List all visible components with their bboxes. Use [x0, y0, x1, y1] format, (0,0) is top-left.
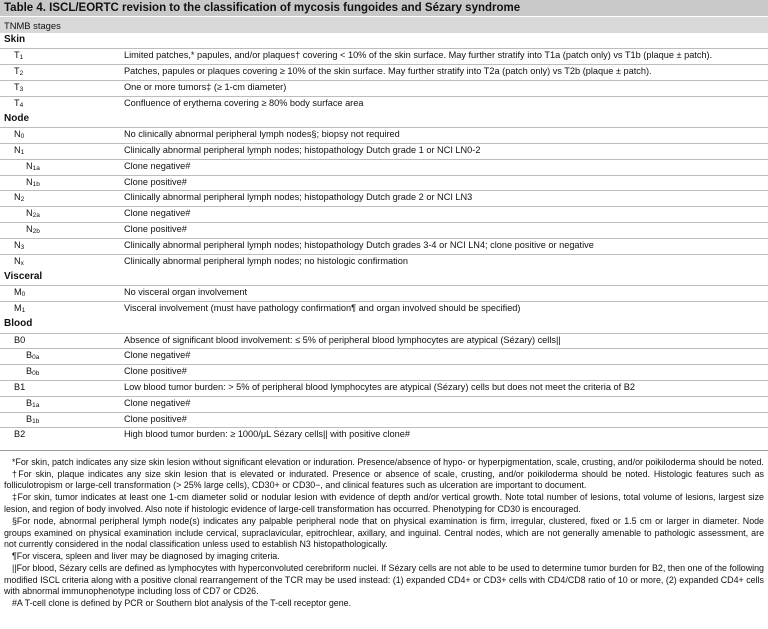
stage-code: $N_2$	[0, 191, 124, 207]
table-row	[0, 128, 768, 144]
stage-code: $B_{1a}$	[0, 396, 124, 412]
table-row	[0, 96, 768, 112]
table-row	[0, 144, 768, 160]
table-title: Table 4. ISCL/EORTC revision to the classification of mycosis fungoides and Sézary syndrome	[4, 2, 521, 14]
stage-description: No visceral organ involvement	[124, 286, 768, 302]
section-label: Blood	[4, 318, 33, 330]
stage-code: $B_{0b}$	[0, 365, 124, 381]
stage-description: Clone negative#	[124, 396, 768, 412]
stage-code: $N_{1a}$	[0, 159, 124, 175]
stage-code: $T_2$	[0, 65, 124, 81]
stage-description: Clinically abnormal peripheral lymph nodes; no histologic confirmation	[124, 254, 768, 270]
stage-description: No clinically abnormal peripheral lymph nodes§; biopsy not required	[124, 128, 768, 144]
stage-description: Clone negative#	[124, 207, 768, 223]
stages-table-body	[0, 33, 768, 444]
section-header-blood	[0, 317, 768, 333]
footnote: #A T-cell clone is defined by PCR or Southern blot analysis of the T-cell receptor gene.	[12, 598, 352, 609]
section-label: Node	[4, 112, 29, 124]
table-row	[0, 302, 768, 318]
table-row	[0, 49, 768, 65]
stage-code: B1	[0, 381, 124, 397]
section-header-visceral	[0, 270, 768, 286]
table-row	[0, 286, 768, 302]
table-subtitle: TNMB stages	[4, 20, 61, 31]
footnote: †For skin, plaque indicates any size skin lesion that is elevated or indurated. Presence or absence of scale, crusting, and/or poikiloderma should be noted. Histologic features such as folliculotropism or large-cell transformation (> 25% large cells), CD30+ or CD30−, and clinical features such as ulceration are important to document.	[4, 468, 764, 491]
table-row	[0, 191, 768, 207]
stage-description: Clone positive#	[124, 412, 768, 428]
table-row	[0, 238, 768, 254]
stage-code: $N_x$	[0, 254, 124, 270]
table-row	[0, 396, 768, 412]
table-row	[0, 207, 768, 223]
table-row	[0, 175, 768, 191]
stage-code: B0	[0, 333, 124, 349]
section-header-skin	[0, 33, 768, 49]
table-row	[0, 412, 768, 428]
stage-code: $T_3$	[0, 80, 124, 96]
title-bar	[0, 0, 768, 16]
stage-description: High blood tumor burden: ≥ 1000/μL Sézary cells|| with positive clone#	[124, 428, 768, 444]
stage-description: Clone positive#	[124, 175, 768, 191]
stage-code: $B_{1b}$	[0, 412, 124, 428]
stage-description: Low blood tumor burden: > 5% of peripheral blood lymphocytes are atypical (Sézary) cells but does not meet the criteria of B2	[124, 381, 768, 397]
stage-description: Patches, papules or plaques covering ≥ 10% of the skin surface. May further stratify into T2a (patch only) vs T2b (plaque ± patch).	[124, 65, 768, 81]
footnote: ‡For skin, tumor indicates at least one 1-cm diameter solid or nodular lesion with evidence of depth and/or vertical growth. Note total number of lesions, total volume of lesions, largest size lesion, and region of body involved. Also note if histologic evidence of large-cell transformation has occurred. Phenotyping for CD30 is encouraged.	[4, 492, 764, 514]
stage-code: $N_0$	[0, 128, 124, 144]
stages-table	[0, 33, 768, 444]
table-row	[0, 254, 768, 270]
stage-description: Clone positive#	[124, 365, 768, 381]
stage-code: $T_4$	[0, 96, 124, 112]
stage-description: Clinically abnormal peripheral lymph nodes; histopathology Dutch grades 3-4 or NCI LN4; clone positive or negative	[124, 238, 768, 254]
stage-code: $N_1$	[0, 144, 124, 160]
stage-description: Clinically abnormal peripheral lymph nodes; histopathology Dutch grade 2 or NCI LN3	[124, 191, 768, 207]
stage-description: One or more tumors‡ (≥ 1-cm diameter)	[124, 80, 768, 96]
stage-code: $N_{2a}$	[0, 207, 124, 223]
stage-code: $M_1$	[0, 302, 124, 318]
stage-description: Visceral involvement (must have pathology confirmation¶ and organ involved should be specified)	[124, 302, 768, 318]
stage-description: Clone positive#	[124, 223, 768, 239]
stage-code: $N_{2b}$	[0, 223, 124, 239]
stage-code: $N_3$	[0, 238, 124, 254]
table-row	[0, 349, 768, 365]
table-row	[0, 65, 768, 81]
stage-code: B2	[0, 428, 124, 444]
stage-description: Clone negative#	[124, 349, 768, 365]
table-row	[0, 428, 768, 444]
table-row	[0, 365, 768, 381]
subtitle-bar	[0, 16, 768, 33]
stage-description: Limited patches,* papules, and/or plaques† covering < 10% of the skin surface. May further stratify into T1a (patch only) vs T1b (plaque ± patch).	[124, 49, 768, 65]
table-row	[0, 223, 768, 239]
table-row	[0, 80, 768, 96]
stage-code: $B_{0a}$	[0, 349, 124, 365]
footnotes	[0, 451, 768, 610]
table-row	[0, 333, 768, 349]
table-row	[0, 381, 768, 397]
footnote: ||For blood, Sézary cells are defined as lymphocytes with hyperconvoluted cerebriform nuclei. If Sézary cells are not able to be used to determine tumor burden for B2, then one of the following modified ISCL criteria along with a positive clonal rearrangement of the TCR may be used instead: (1) expanded CD4+ or CD3+ cells with CD4/CD8 ratio of 10 or more, (2) expanded CD4+ cells with abnormal immunophenotype including loss of CD7 or CD26.	[4, 562, 764, 597]
section-header-node	[0, 112, 768, 128]
stage-description: Absence of significant blood involvement: ≤ 5% of peripheral blood lymphocytes are atypical (Sézary) cells||	[124, 333, 768, 349]
section-label: Visceral	[4, 270, 43, 282]
footnote: *For skin, patch indicates any size skin lesion without significant elevation or induration. Presence/absence of hypo- or hyperpigmentation, scale, crusting, and/or poikiloderma should be noted.	[12, 456, 764, 467]
stage-description: Clone negative#	[124, 159, 768, 175]
stage-description: Confluence of erythema covering ≥ 80% body surface area	[124, 96, 768, 112]
stage-code: $M_0$	[0, 286, 124, 302]
section-label: Skin	[4, 34, 26, 45]
footnote: §For node, abnormal peripheral lymph node(s) indicates any palpable peripheral node that on physical examination is firm, irregular, clustered, fixed or 1.5 cm or larger in diameter. Node groups examined on physical examination include cervical, supraclavicular, epitrochlear, axillary, and inguinal. Central nodes, which are not generally amenable to pathologic assessment, are not currently considered in the nodal classification unless used to establish N3 histopathologically.	[4, 515, 764, 550]
stage-description: Clinically abnormal peripheral lymph nodes; histopathology Dutch grade 1 or NCI LN0-2	[124, 144, 768, 160]
stage-code: $N_{1b}$	[0, 175, 124, 191]
stage-code: $T_1$	[0, 49, 124, 65]
table-row	[0, 159, 768, 175]
footnote: ¶For viscera, spleen and liver may be diagnosed by imaging criteria.	[12, 551, 280, 562]
